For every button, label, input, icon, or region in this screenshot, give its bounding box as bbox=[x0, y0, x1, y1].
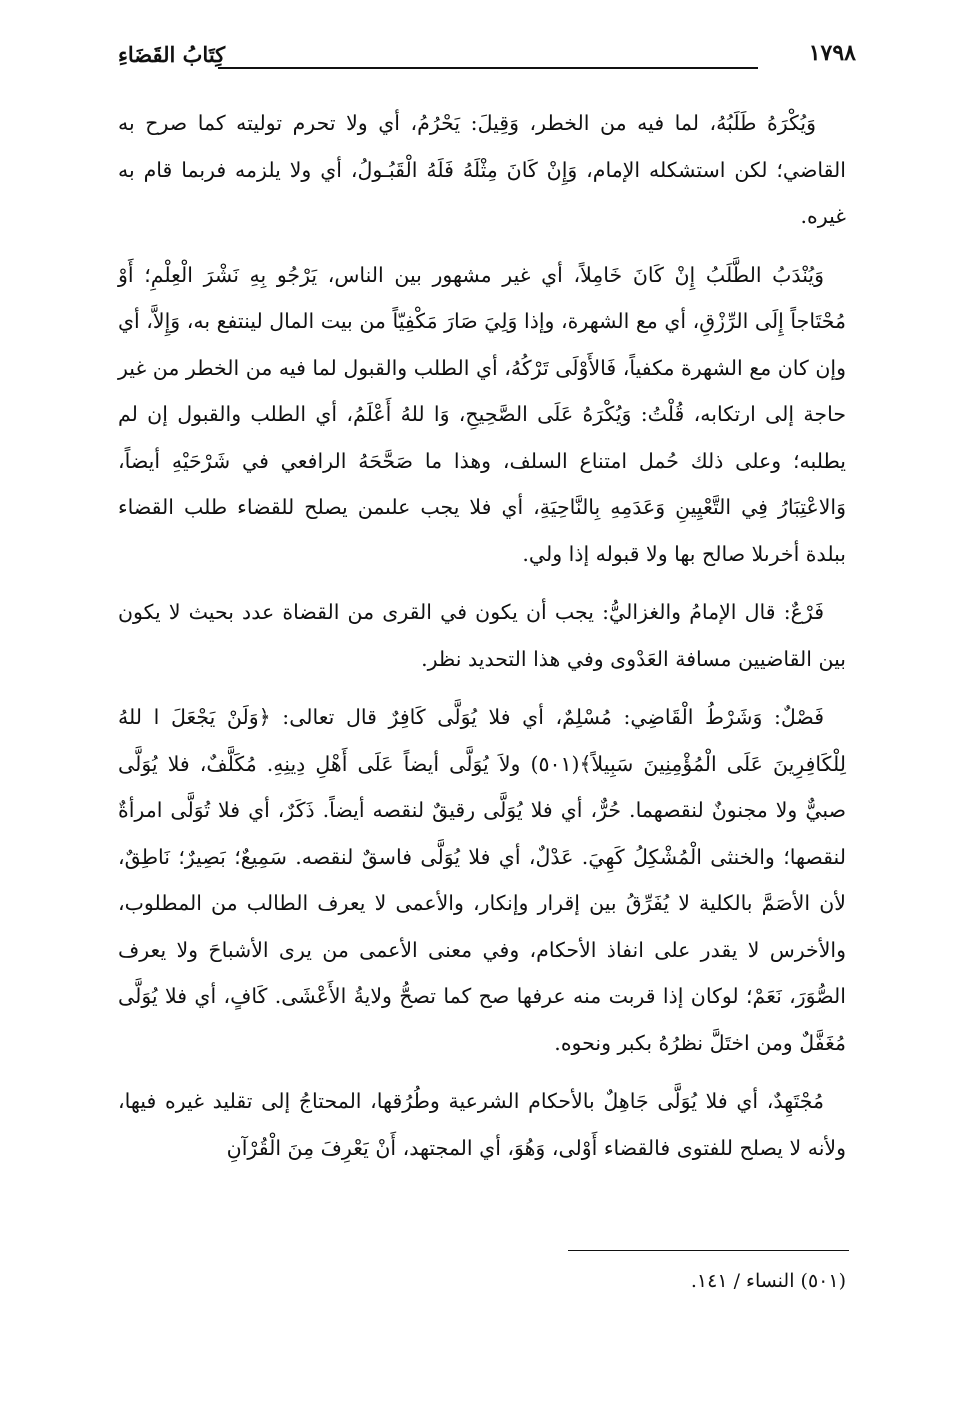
book-title: كِتَابُ القَضَاءِ bbox=[118, 42, 226, 67]
paragraph: مُجْتَهِدٌ، أي فلا يُوَلَّى جَاهِلٌ بالأحكام الشرعية وطُرُقها، المحتاجُ إلى تقليد غيره فيها، ولأنه لا يصلح للفتوى فالقضاء أَوْلى، وَهُوَ، أي المجتهد، أَنْ يَعْرِفَ مِنَ الْقُرْآنِ bbox=[118, 1089, 846, 1160]
paragraph: وَيُنْدَبُ الطَّلَبُ إِنْ كَانَ خَامِلاً، أي غير مشهور بين الناس، يَرْجُو بِهِ نَشْرَ الْعِلْمِ؛ أَوْ مُحْتَاجاً إِلَى الرِّزْقِ، أي مع الشهرة، وإذا وَلِيَ صَارَ مَكْفِيّاً من بيت المال لينتفع به، وَإِلاَّ، أي وإن كان مع الشهرة مكفياً، فَالأَوْلَى تَرْكُهُ، أي الطلب والقبول لما فيه من الخطر من غير حاجة إلى ارتكابه، قُلْتُ: وَيُكْرَهُ عَلَى الصَّحِيحِ، وَا للهُ أَعْلَمُ، أي الطلب والقبول إن لم يطلبه؛ وعلى ذلك حُمل امتناع السلف، وهذا ما صَحَّحَهُ الرافعي في شَرْحَيْهِ أيضاً، وَالاعْتِبَارُ فِي التَّعْيِينِ وَعَدَمِهِ بِالنَّاحِيَةِ، أي فلا يجب علىمن يصلح للقضاء طلب القضاء ببلدة أخرىلا صالح بها ولا قبوله إذا ولي. bbox=[118, 262, 846, 566]
footnote: (٥٠١) النساء / ١٤١. bbox=[690, 1270, 846, 1292]
paragraph: فَرْعٌ: قال الإمامُ والغزاليُّ: يجب أن يكون في القرى من القضاة عدد بحيث لا يكون بين القاضيين مسافة العَدْوى وفي هذا التحديد نظر. bbox=[118, 600, 846, 671]
paragraph: وَيُكْرَهُ طَلَبُهُ، لما فيه من الخطر، وَقِيلَ: يَحْرُمُ، أي ولا تحرم توليته كما صرح به القاضي؛ لكن استشكله الإمام، وَإِنْ كَانَ مِثْلَهُ فَلَهُ الْقَبُـولُ، أي ولا يلزمه فربما قام به غيره. bbox=[118, 111, 846, 228]
body-text bbox=[118, 100, 846, 1183]
footnote-separator bbox=[568, 1250, 849, 1251]
page-number: ١٧٩٨ bbox=[808, 40, 856, 66]
header-rule bbox=[218, 67, 758, 69]
paragraph: فَصْلٌ: وَشَرْطُ الْقَاضِي: مُسْلِمٌ، أي فلا يُوَلَّى كَافِرٌ قال تعالى: ﴿وَلَنْ يَجْعَلَ ا للهُ لِلْكَافِرِينَ عَلَى الْمُؤْمِنِينَ سَبِيلاً﴾(٥٠١) ولاَ يُوَلَّى أيضاً عَلَى أَهْلِ دِينِهِ. مُكَلَّفٌ، فلا يُوَلَّى صبيٌّ ولا مجنونٌ لنقصهما. حُرٌّ، أي فلا يُوَلَّى رقيقٌ لنقصه أيضاً. ذَكَرٌ، أي فلا تُوَلَّى امرأةٌ لنقصها؛ والخنثى الْمُشْكِلُ كَهِيَ. عَدْلٌ، أي فلا يُوَلَّى فاسقٌ لنقصه. سَمِيعٌ؛ بَصِيرٌ؛ نَاطِقٌ، لأن الأصَمَّ بالكلية لا يُفَرِّقُ بين إقرار وإنكار، والأعمى لا يعرف الطالب من المطلوب، والأخرس لا يقدر على انفاذ الأحكام، وفي معنى الأعمى من يرى الأشباحَ ولا يعرف الصُّوَرَ، نَعَمْ؛ لوكان إذا قربت منه عرفها صح كما تصحُّ ولايةُ الأَعْشَى. كَافٍ، أي فلا يُوَلَّى مُغَفَّلٌ ومن اختَلَّ نظرُهُ بكبر ونحوه. bbox=[118, 705, 847, 1055]
running-head bbox=[118, 40, 856, 76]
